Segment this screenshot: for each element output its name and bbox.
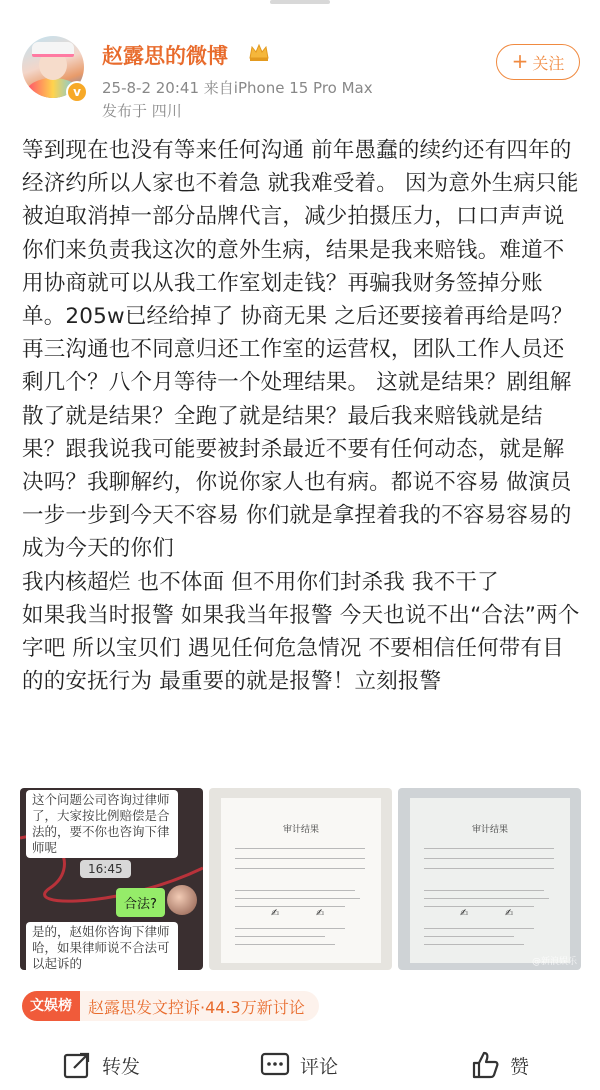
chat-message-right: 合法? bbox=[116, 888, 165, 917]
signature-icon: ✍ bbox=[460, 908, 469, 919]
topic-text: 赵露思发文控诉 bbox=[88, 997, 201, 1017]
topic-stat: ·44.3万新讨论 bbox=[200, 997, 305, 1017]
like-label: 赞 bbox=[510, 1055, 530, 1078]
hot-topic-tag[interactable] bbox=[22, 991, 319, 1021]
signature-icon: ✍ bbox=[505, 908, 514, 919]
crown-icon bbox=[248, 42, 270, 62]
chat-avatar bbox=[167, 885, 197, 915]
document-page bbox=[410, 798, 570, 963]
chat-message: 这个问题公司咨询过律师了，大家按比例赔偿是合法的，要不你也咨询下律师呢 bbox=[26, 790, 178, 858]
post-location: 发布于 四川 bbox=[102, 102, 182, 120]
sheet-grab-handle bbox=[270, 0, 330, 4]
post-paragraph: 如果我当时报警 如果我当年报警 今天也说不出“合法”两个字吧 所以宝贝们 遇见任何危急情况 不要相信任何带有目的的安抚行为 最重要的就是报警！立刻报警 bbox=[22, 602, 580, 695]
plus-icon: + bbox=[511, 49, 529, 73]
follow-button[interactable] bbox=[496, 44, 580, 80]
chat-time: 16:45 bbox=[80, 860, 131, 878]
signature-icon: ✍ bbox=[271, 908, 280, 919]
comment-button[interactable] bbox=[260, 1050, 338, 1080]
username[interactable]: 赵露思的微博 bbox=[102, 44, 228, 68]
source-prefix: 来自 bbox=[203, 79, 234, 97]
chat-message: 是的，赵姐你咨询下律师哈，如果律师说不合法可以起诉的 bbox=[26, 922, 178, 970]
verified-badge-icon: v bbox=[66, 81, 88, 103]
like-button[interactable] bbox=[470, 1050, 529, 1080]
action-bar bbox=[0, 1050, 600, 1090]
post-time: 25-8-2 20:41 bbox=[102, 79, 199, 97]
image-watermark: @新浪娱乐 bbox=[531, 957, 577, 967]
post-header bbox=[22, 36, 580, 126]
document-image[interactable] bbox=[398, 788, 581, 970]
post-paragraph: 等到现在也没有等来任何沟通 前年愚蠢的续约还有四年的经济约所以人家也不着急 就我难受着。 因为意外生病只能被迫取消掉一部分品牌代言，减少拍摄压力，口口声声说你们来负责我这次的意外生病，结果是我来赔钱。难道不用协商就可以从我工作室划走钱？再骗我财务签掉分账单。205w已经给掉了 协商无果 之后还要接着再给是吗？再三沟通也不同意归还工作室的运营权，团队工作人员还剩几个？八个月等待一个处理结果。 这就是结果？剧组解散了就是结果？全跑了就是结果？最后我来赔钱就是结果？跟我说我可能要被封杀最近不要有任何动态，就是解决吗？我聊解约，你说你家人也有病。都说不容易 做演员一步一步到今天不容易 你们就是拿捏着我的不容易容易的成为今天的你们 bbox=[22, 138, 579, 562]
comment-icon bbox=[260, 1050, 290, 1080]
post-text bbox=[22, 134, 582, 698]
post-paragraph: 我内核超烂 也不体面 但不用你们封杀我 我不干了 bbox=[22, 569, 499, 595]
post-meta bbox=[102, 77, 373, 98]
comment-label: 评论 bbox=[300, 1055, 339, 1078]
signature-icon: ✍ bbox=[316, 908, 325, 919]
chat-screenshot-image[interactable] bbox=[20, 788, 203, 970]
source-device: iPhone 15 Pro Max bbox=[233, 79, 373, 97]
document-title: 审计结果 bbox=[282, 825, 319, 835]
document-title: 审计结果 bbox=[471, 825, 508, 835]
document-page bbox=[221, 798, 381, 963]
topic-badge: 文娱榜 bbox=[22, 991, 80, 1021]
image-grid bbox=[20, 788, 582, 970]
follow-label: 关注 bbox=[532, 53, 565, 73]
thumbs-up-icon bbox=[470, 1050, 500, 1080]
repost-label: 转发 bbox=[102, 1055, 141, 1078]
repost-icon bbox=[62, 1050, 92, 1080]
repost-button[interactable] bbox=[62, 1050, 140, 1080]
document-image[interactable] bbox=[209, 788, 392, 970]
